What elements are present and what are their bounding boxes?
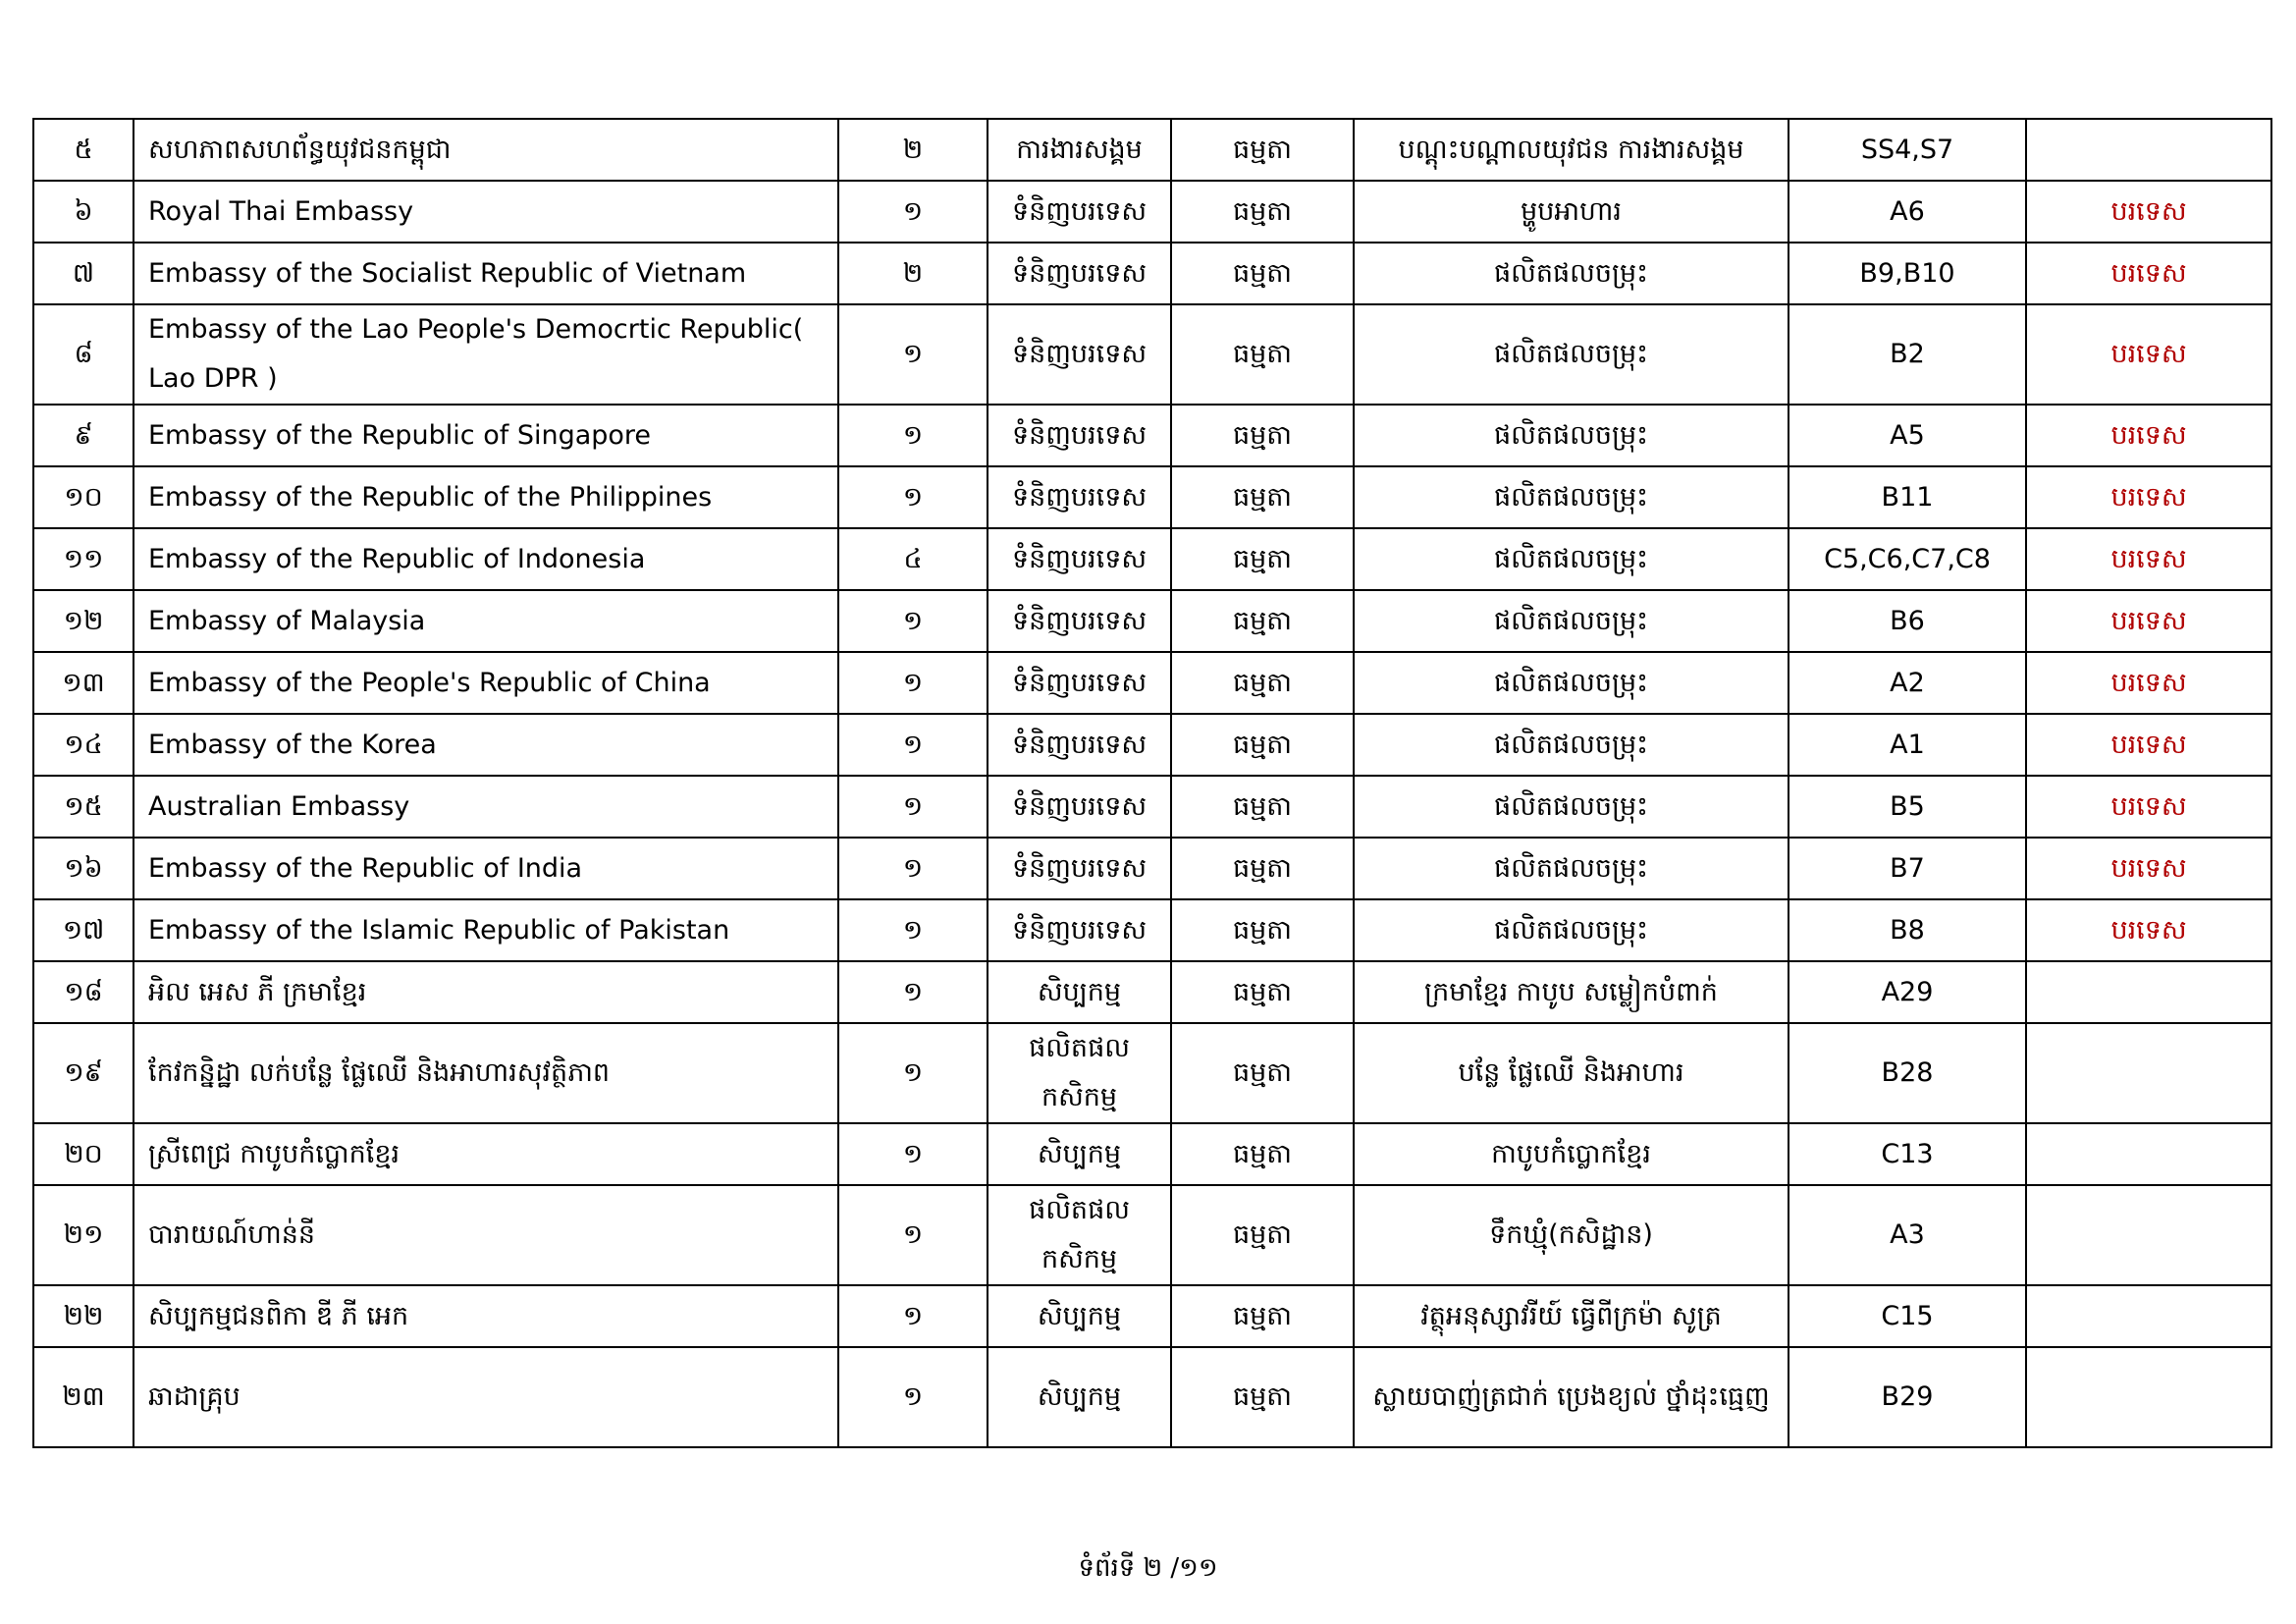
products-cell: ក្រមាខ្មែរ កាបូប សម្លៀកបំពាក់	[1354, 961, 1789, 1023]
booth-codes-cell: B8	[1789, 899, 2026, 961]
products-cell: ស្លាយបាញ់ត្រជាក់ ប្រេងខ្យល់ ថ្នាំដុះធ្មេញ	[1354, 1347, 1789, 1447]
booth-codes-cell: A3	[1789, 1185, 2026, 1285]
note-cell: បរទេស	[2026, 243, 2271, 304]
status-cell: ធម្មតា	[1171, 776, 1354, 838]
exhibitor-table	[32, 118, 2272, 1448]
products-cell: ផលិតផលចម្រុះ	[1354, 466, 1789, 528]
category-cell: សិប្បកម្ម	[988, 961, 1171, 1023]
booth-codes-cell: A5	[1789, 405, 2026, 466]
table-row	[33, 776, 2271, 838]
table-row	[33, 1123, 2271, 1185]
booth-count-cell: ១	[838, 181, 988, 243]
booth-codes-cell: SS4,S7	[1789, 119, 2026, 181]
status-cell: ធម្មតា	[1171, 304, 1354, 405]
booth-codes-cell: B29	[1789, 1347, 2026, 1447]
note-cell	[2026, 1023, 2271, 1123]
note-cell: បរទេស	[2026, 466, 2271, 528]
status-cell: ធម្មតា	[1171, 714, 1354, 776]
category-cell: ទំនិញបរទេស	[988, 590, 1171, 652]
booth-count-cell: ១	[838, 714, 988, 776]
row-number-cell: ២០	[33, 1123, 133, 1185]
category-cell: សិប្បកម្ម	[988, 1285, 1171, 1347]
products-cell: ផលិតផលចម្រុះ	[1354, 776, 1789, 838]
exhibitor-name-cell: Embassy of the Socialist Republic of Vietnam	[133, 243, 838, 304]
table-row	[33, 590, 2271, 652]
booth-codes-cell: B7	[1789, 838, 2026, 899]
booth-codes-cell: A6	[1789, 181, 2026, 243]
table-row	[33, 899, 2271, 961]
table-row	[33, 714, 2271, 776]
booth-count-cell: ១	[838, 405, 988, 466]
booth-count-cell: ៤	[838, 528, 988, 590]
category-cell: ទំនិញបរទេស	[988, 304, 1171, 405]
exhibitor-name-cell: ស្រីពេជ្រ កាបូបកំប្លោកខ្មែរ	[133, 1123, 838, 1185]
booth-count-cell: ២	[838, 119, 988, 181]
products-cell: ម្ហូបអាហារ	[1354, 181, 1789, 243]
row-number-cell: ៦	[33, 181, 133, 243]
products-cell: បណ្តុះបណ្តាលយុវជន ការងារសង្គម	[1354, 119, 1789, 181]
booth-count-cell: ១	[838, 304, 988, 405]
table-row	[33, 1347, 2271, 1447]
booth-codes-cell: B2	[1789, 304, 2026, 405]
page-number: ទំព័រទី ២ /១១	[1078, 1553, 1218, 1583]
row-number-cell: ១៩	[33, 1023, 133, 1123]
booth-count-cell: ១	[838, 652, 988, 714]
note-cell	[2026, 119, 2271, 181]
note-cell: បរទេស	[2026, 405, 2271, 466]
products-cell: បន្លែ ផ្លែឈើ និងអាហារ	[1354, 1023, 1789, 1123]
status-cell: ធម្មតា	[1171, 961, 1354, 1023]
booth-codes-cell: A2	[1789, 652, 2026, 714]
booth-count-cell: ១	[838, 1023, 988, 1123]
note-cell: បរទេស	[2026, 714, 2271, 776]
exhibitor-name-cell: Embassy of the Republic of India	[133, 838, 838, 899]
products-cell: ផលិតផលចម្រុះ	[1354, 838, 1789, 899]
row-number-cell: ៧	[33, 243, 133, 304]
booth-count-cell: ២	[838, 243, 988, 304]
products-cell: ផលិតផលចម្រុះ	[1354, 528, 1789, 590]
category-cell: ទំនិញបរទេស	[988, 714, 1171, 776]
table-row	[33, 1285, 2271, 1347]
category-cell: សិប្បកម្ម	[988, 1347, 1171, 1447]
table-row	[33, 304, 2271, 405]
exhibitor-name-cell: Embassy of Malaysia	[133, 590, 838, 652]
booth-count-cell: ១	[838, 1285, 988, 1347]
status-cell: ធម្មតា	[1171, 1285, 1354, 1347]
exhibitor-name-cell: សិប្បកម្មជនពិកា ឌី ភី អេក	[133, 1285, 838, 1347]
note-cell: បរទេស	[2026, 528, 2271, 590]
status-cell: ធម្មតា	[1171, 405, 1354, 466]
category-cell: ទំនិញបរទេស	[988, 652, 1171, 714]
note-cell: បរទេស	[2026, 899, 2271, 961]
booth-count-cell: ១	[838, 1185, 988, 1285]
exhibitor-name-cell: កែវកន្និដ្ឋា លក់បន្លែ ផ្លែឈើ និងអាហារសុវត្ថិភាព	[133, 1023, 838, 1123]
exhibitor-name-cell: Embassy of the Korea	[133, 714, 838, 776]
table-row	[33, 466, 2271, 528]
row-number-cell: ១៦	[33, 838, 133, 899]
note-cell: បរទេស	[2026, 590, 2271, 652]
booth-count-cell: ១	[838, 776, 988, 838]
status-cell: ធម្មតា	[1171, 838, 1354, 899]
note-cell	[2026, 1123, 2271, 1185]
exhibitor-name-cell: ឆាដាគ្រុប	[133, 1347, 838, 1447]
products-cell: ផលិតផលចម្រុះ	[1354, 652, 1789, 714]
booth-codes-cell: B28	[1789, 1023, 2026, 1123]
status-cell: ធម្មតា	[1171, 119, 1354, 181]
products-cell: ផលិតផលចម្រុះ	[1354, 899, 1789, 961]
exhibitor-name-cell: សហភាពសហព័ន្ធយុវជនកម្ពុជា	[133, 119, 838, 181]
booth-codes-cell: A29	[1789, 961, 2026, 1023]
booth-codes-cell: C5,C6,C7,C8	[1789, 528, 2026, 590]
status-cell: ធម្មតា	[1171, 1123, 1354, 1185]
table-body	[33, 119, 2271, 1447]
booth-codes-cell: B11	[1789, 466, 2026, 528]
row-number-cell: ១៤	[33, 714, 133, 776]
row-number-cell: ៥	[33, 119, 133, 181]
note-cell: បរទេស	[2026, 652, 2271, 714]
status-cell: ធម្មតា	[1171, 1347, 1354, 1447]
exhibitor-name-cell: Embassy of the Republic of Indonesia	[133, 528, 838, 590]
note-cell	[2026, 1285, 2271, 1347]
row-number-cell: ៨	[33, 304, 133, 405]
category-cell: ផលិតផល កសិកម្ម	[988, 1185, 1171, 1285]
category-cell: ទំនិញបរទេស	[988, 405, 1171, 466]
table-row	[33, 652, 2271, 714]
products-cell: ផលិតផលចម្រុះ	[1354, 405, 1789, 466]
row-number-cell: ២២	[33, 1285, 133, 1347]
category-cell: ការងារសង្គម	[988, 119, 1171, 181]
category-cell: ផលិតផល កសិកម្ម	[988, 1023, 1171, 1123]
booth-count-cell: ១	[838, 466, 988, 528]
row-number-cell: ២១	[33, 1185, 133, 1285]
table-row	[33, 838, 2271, 899]
status-cell: ធម្មតា	[1171, 528, 1354, 590]
status-cell: ធម្មតា	[1171, 243, 1354, 304]
products-cell: ផលិតផលចម្រុះ	[1354, 714, 1789, 776]
note-cell	[2026, 1185, 2271, 1285]
status-cell: ធម្មតា	[1171, 1185, 1354, 1285]
products-cell: ផលិតផលចម្រុះ	[1354, 304, 1789, 405]
category-cell: ទំនិញបរទេស	[988, 838, 1171, 899]
row-number-cell: ១៧	[33, 899, 133, 961]
row-number-cell: ១១	[33, 528, 133, 590]
row-number-cell: ២៣	[33, 1347, 133, 1447]
booth-codes-cell: B5	[1789, 776, 2026, 838]
row-number-cell: ១៨	[33, 961, 133, 1023]
exhibitor-name-cell: អិល អេស ភី ក្រមាខ្មែរ	[133, 961, 838, 1023]
category-cell: ទំនិញបរទេស	[988, 899, 1171, 961]
exhibitor-name-cell: បារាយណ៍ហាន់នី	[133, 1185, 838, 1285]
note-cell	[2026, 1347, 2271, 1447]
category-cell: ទំនិញបរទេស	[988, 243, 1171, 304]
row-number-cell: ១០	[33, 466, 133, 528]
table-row	[33, 1185, 2271, 1285]
row-number-cell: ១៣	[33, 652, 133, 714]
products-cell: កាបូបកំប្លោកខ្មែរ	[1354, 1123, 1789, 1185]
exhibitor-name-cell: Embassy of the Republic of the Philippines	[133, 466, 838, 528]
note-cell: បរទេស	[2026, 838, 2271, 899]
status-cell: ធម្មតា	[1171, 590, 1354, 652]
booth-codes-cell: C15	[1789, 1285, 2026, 1347]
row-number-cell: ១៥	[33, 776, 133, 838]
category-cell: ទំនិញបរទេស	[988, 776, 1171, 838]
category-cell: សិប្បកម្ម	[988, 1123, 1171, 1185]
booth-count-cell: ១	[838, 590, 988, 652]
booth-count-cell: ១	[838, 838, 988, 899]
status-cell: ធម្មតា	[1171, 466, 1354, 528]
exhibitor-name-cell: Royal Thai Embassy	[133, 181, 838, 243]
status-cell: ធម្មតា	[1171, 899, 1354, 961]
note-cell	[2026, 961, 2271, 1023]
row-number-cell: ១២	[33, 590, 133, 652]
products-cell: ផលិតផលចម្រុះ	[1354, 243, 1789, 304]
exhibitor-name-cell: Embassy of the People's Republic of China	[133, 652, 838, 714]
status-cell: ធម្មតា	[1171, 1023, 1354, 1123]
booth-codes-cell: B9,B10	[1789, 243, 2026, 304]
booth-count-cell: ១	[838, 961, 988, 1023]
booth-count-cell: ១	[838, 899, 988, 961]
booth-count-cell: ១	[838, 1347, 988, 1447]
category-cell: ទំនិញបរទេស	[988, 181, 1171, 243]
category-cell: ទំនិញបរទេស	[988, 466, 1171, 528]
booth-codes-cell: A1	[1789, 714, 2026, 776]
note-cell: បរទេស	[2026, 181, 2271, 243]
note-cell: បរទេស	[2026, 304, 2271, 405]
note-cell: បរទេស	[2026, 776, 2271, 838]
status-cell: ធម្មតា	[1171, 652, 1354, 714]
row-number-cell: ៩	[33, 405, 133, 466]
booth-codes-cell: C13	[1789, 1123, 2026, 1185]
products-cell: ទឹកឃ្មុំ(កសិដ្ឋាន)	[1354, 1185, 1789, 1285]
table-row	[33, 181, 2271, 243]
booth-count-cell: ១	[838, 1123, 988, 1185]
table-row	[33, 119, 2271, 181]
table-row	[33, 405, 2271, 466]
table-row	[33, 528, 2271, 590]
booth-codes-cell: B6	[1789, 590, 2026, 652]
products-cell: ផលិតផលចម្រុះ	[1354, 590, 1789, 652]
exhibitor-name-cell: Embassy of the Lao People's Democrtic Republic( Lao DPR )	[133, 304, 838, 405]
exhibitor-name-cell: Embassy of the Republic of Singapore	[133, 405, 838, 466]
table-row	[33, 1023, 2271, 1123]
products-cell: វត្ថុអនុស្សាវរីយ៍ ធ្វើពីក្រម៉ា សូត្រ	[1354, 1285, 1789, 1347]
exhibitor-name-cell: Embassy of the Islamic Republic of Pakistan	[133, 899, 838, 961]
exhibitor-name-cell: Australian Embassy	[133, 776, 838, 838]
category-cell: ទំនិញបរទេស	[988, 528, 1171, 590]
table-row	[33, 961, 2271, 1023]
table-row	[33, 243, 2271, 304]
status-cell: ធម្មតា	[1171, 181, 1354, 243]
